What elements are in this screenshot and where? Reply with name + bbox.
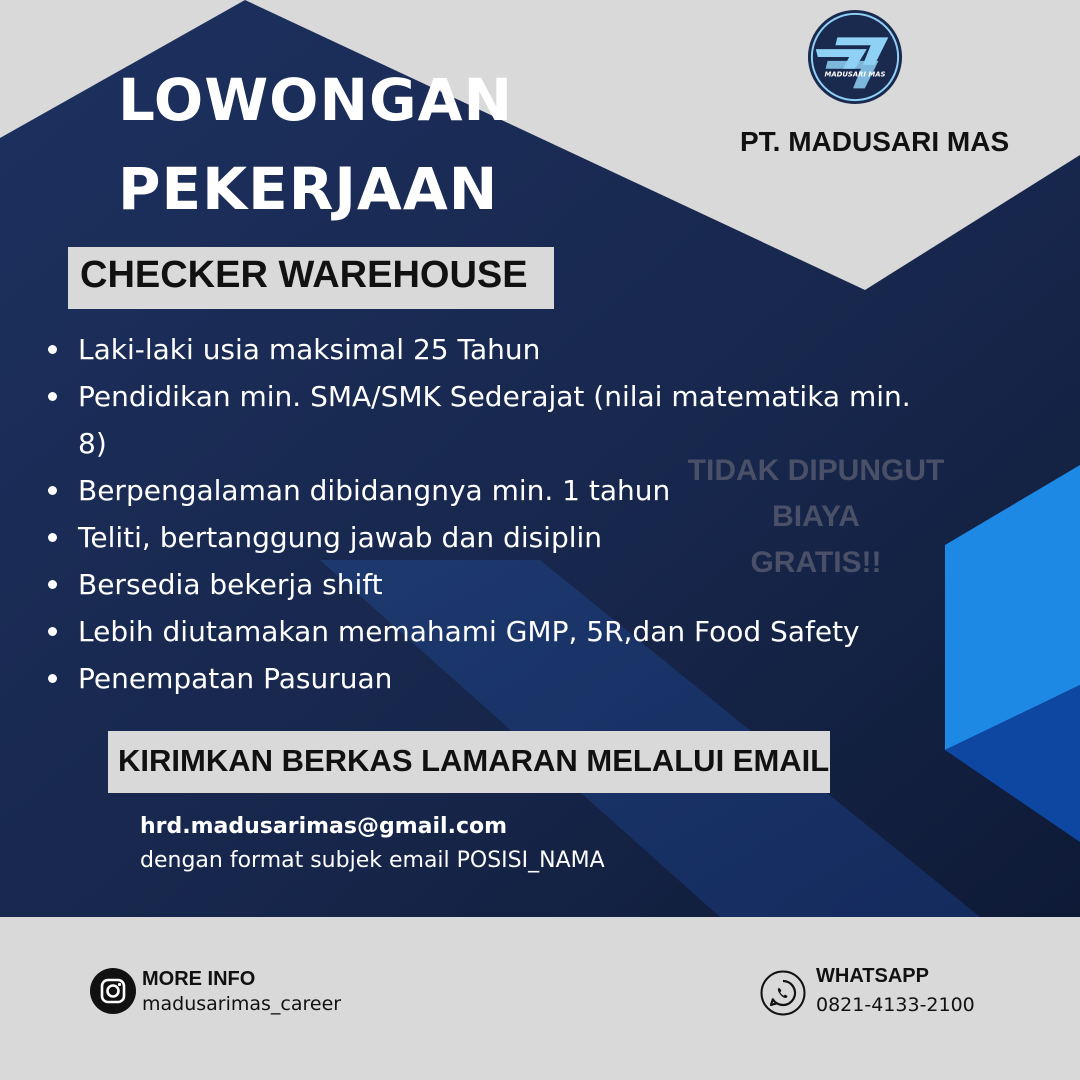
free-notice-line1: TIDAK DIPUNGUT bbox=[687, 454, 945, 487]
requirement-item: Laki-laki usia maksimal 25 Tahun bbox=[44, 326, 944, 373]
job-title: CHECKER WAREHOUSE bbox=[80, 254, 528, 296]
requirement-item: Teliti, bertanggung jawab dan disiplin bbox=[44, 514, 944, 561]
free-notice bbox=[664, 448, 968, 586]
email-format-note: dengan format subjek email POSISI_NAMA bbox=[140, 848, 605, 873]
instagram-icon[interactable] bbox=[90, 968, 136, 1014]
requirement-item: Berpengalaman dibidangnya min. 1 tahun bbox=[44, 467, 944, 514]
more-info-label: MORE INFO bbox=[142, 968, 256, 990]
requirement-item: Bersedia bekerja shift bbox=[44, 561, 944, 608]
requirement-item: Pendidikan min. SMA/SMK Sederajat (nilai matematika min. 8) bbox=[44, 373, 944, 467]
company-logo bbox=[806, 8, 904, 106]
company-name: PT. MADUSARI MAS bbox=[740, 126, 1010, 157]
requirement-item: Penempatan Pasuruan bbox=[44, 655, 944, 702]
logo-text: MADUSARI MAS bbox=[824, 70, 886, 79]
free-notice-line3: GRATIS!! bbox=[750, 546, 882, 579]
headline-line1: LOWONGAN bbox=[118, 66, 514, 134]
application-email[interactable]: hrd.madusarimas@gmail.com bbox=[140, 814, 508, 839]
application-heading: KIRIMKAN BERKAS LAMARAN MELALUI EMAIL bbox=[118, 743, 830, 778]
whatsapp-icon[interactable] bbox=[760, 970, 806, 1016]
whatsapp-label: WHATSAPP bbox=[816, 965, 929, 987]
whatsapp-number[interactable]: 0821-4133-2100 bbox=[816, 994, 975, 1016]
free-notice-line2: BIAYA bbox=[772, 500, 860, 533]
headline-line2: PEKERJAAN bbox=[118, 155, 499, 223]
requirement-item: Lebih diutamakan memahami GMP, 5R,dan Food Safety bbox=[44, 608, 944, 655]
instagram-handle[interactable]: madusarimas_career bbox=[142, 993, 342, 1015]
